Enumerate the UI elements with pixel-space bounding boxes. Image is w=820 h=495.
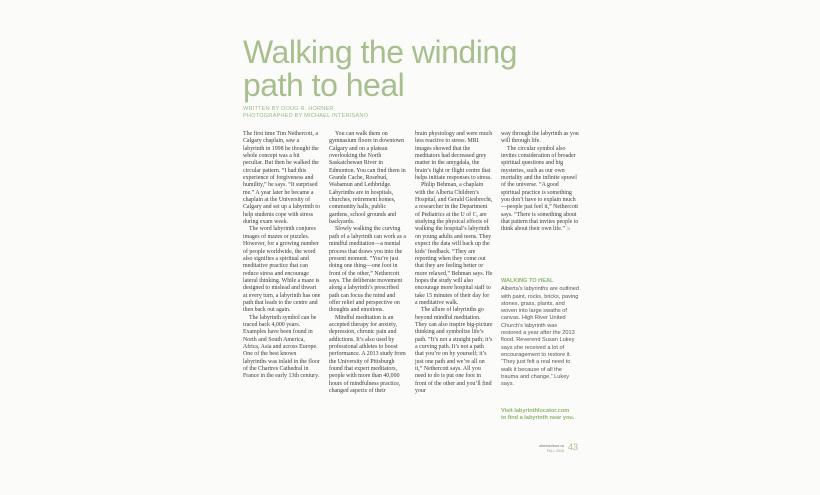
end-mark: |a	[566, 226, 571, 233]
title-line-2: path to heal	[243, 67, 405, 103]
paragraph: The first time Tim Nethercott, a Calgary chaplain, saw a labyrinth in 1998 he thought the whole concept was a bit peculiar. But then he walked the circular pattern. “I had this experience of forgiveness and humility,” he says. “It surprised me.” A year later he became a chaplain at the University of Calgary and set up a labyrinth to help students cope with stress during exam week.	[243, 131, 320, 226]
link-line-1[interactable]: Visit labyrinthlocator.com	[501, 408, 570, 414]
sidebar-heading: WALKING TO HEAL	[501, 278, 554, 284]
title-line-1: Walking the winding	[243, 34, 517, 70]
paragraph: Mindful meditation is an accepted therapy for anxiety, depression, chronic pain and addictions. It’s also used by professional athletes to boost performance. A 2013 study from the University of Pittsburgh found that expert meditators, people with more than 40,000 hours of mindfulness practice, changed aspects of their	[329, 314, 406, 395]
footer-site: albertaviews.ca	[539, 444, 564, 448]
paragraph: way through the labyrinth as you will through life.	[501, 131, 579, 145]
photographer-credit: PHOTOGRAPHED BY MICHAEL INTERISANO	[243, 113, 369, 119]
text-column-1	[243, 131, 321, 381]
article-title	[243, 36, 573, 102]
text-column-2	[329, 131, 407, 395]
writer-credit: WRITTEN BY DOUG R. HORNER	[243, 106, 334, 112]
paragraph: Philip Behman, a chaplain with the Alberta Children’s Hospital, and Gerald Giesbrecht, a researcher in the Department of Pediatrics at the U of C, are studying the physical effects of walking the hospital’s labyrinth on young adults and teens. They expect the data will back up the kids’ feedback. “They are reporting when they come out that they are feeling better or more relaxed,” Behman says. He hopes the study will also encourage more hospital staff to take 15 minutes of their day for a meditative walk.	[415, 182, 493, 306]
labyrinth-locator-link[interactable]	[501, 408, 583, 423]
text-column-3	[415, 131, 493, 395]
paragraph	[501, 146, 579, 234]
paragraph-text: The circular symbol also invites consideration of broader spiritual questions and big mysteries, such as our own mortality and the infinite sprawl of the universe. “A good spiritual practice is something you don’t have to explain much—people just feel it,” Nethercott says. “There is something about that pattern that invites people to think about their own life.”	[501, 145, 579, 233]
paragraph: The labyrinth symbol can be traced back 4,000 years. Examples have been found in North and South America, Africa, Asia and across Europe. One of the best known labyrinths was inlaid in the floor of the Chartres Cathedral in France in the early 13th century.	[243, 314, 320, 380]
paragraph: The allure of labyrinths go beyond mindful meditation. They can also inspire big-picture thinking and symbolize life’s path. “It’s not a straight path; it’s a curving path. It’s not a path that you’re on by yourself; it’s just one path and we’re all on it,” Nethercott says. All you need to do is put one foot in front of the other and you’ll find your	[415, 307, 493, 395]
sidebar-box	[501, 278, 579, 422]
link-line-2[interactable]: to find a labyrinth near you.	[501, 415, 575, 422]
sidebar-body: Alberta’s labyrinths are outlined with paint, rocks, bricks, paving stones, grass, plants, and woven into large swaths of canvas. High River United Church’s labyrinth was restored a year after the 2013 flood. Reverend Susan Lukey says she received a lot of encouragement to restore it. “They just felt a real need to walk it because of all the trauma and change,” Lukey says.	[501, 286, 579, 388]
text-column-4	[501, 131, 579, 234]
paragraph: Slowly walking the curving path of a labyrinth can work as a mindful meditation—a mental process that draws you into the present moment. “You’re just doing one thing—one foot in front of the other,” Nethercott says. The deliberate movement along a labyrinth’s prescribed path can focus the mind and offer relief and perspective on thoughts and emotions.	[329, 226, 407, 314]
page-number: 43	[567, 442, 578, 452]
paragraph: brain physiology and were much less reactive to stress. MRI images showed that the meditators had decreased grey matter in the amygdala, the brain’s fight or flight centre that helps initiate responses to stress.	[415, 131, 493, 182]
paragraph: The word labyrinth conjures images of mazes or puzzles. However, for a growing number of people worldwide, the word also signifies a spiritual and meditative practice that can reduce stress and encourage lateral thinking. While a maze is designed to mislead and thwart at every turn, a labyrinth has one path that leads to the centre and then back out again.	[243, 226, 321, 314]
footer-issue: FALL 2016	[546, 449, 564, 453]
paragraph: You can walk them on gymnasium floors in downtown Calgary and on a plateau overlooking the North Saskatchewan River in Edmonton. You can find them in Grande Cache, Rosebud, Wabamun and Lethbridge. Labyrinths are in hospitals, churches, retirement homes, community halls, public gardens, school grounds and backyards.	[329, 131, 406, 226]
